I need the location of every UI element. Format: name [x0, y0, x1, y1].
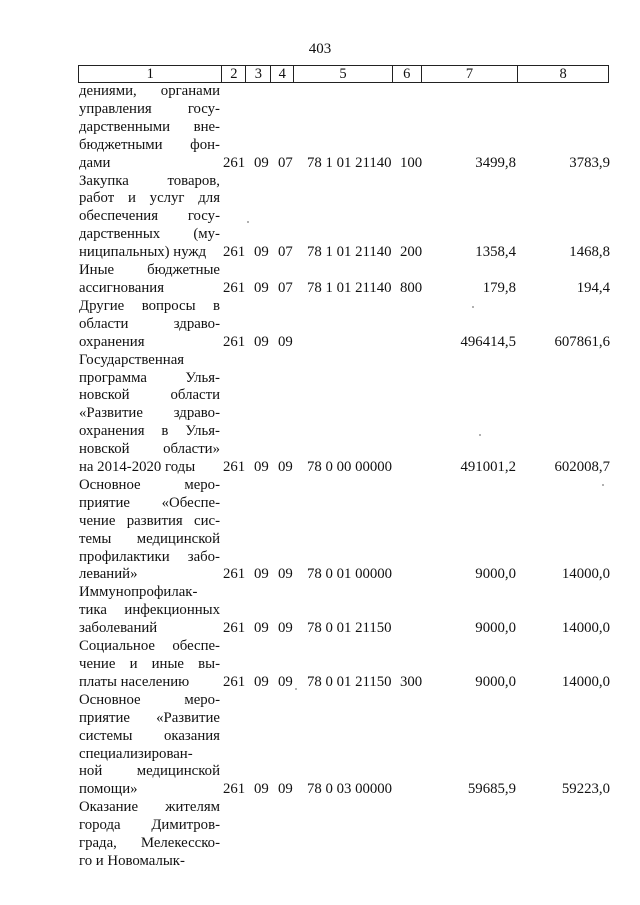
description-line: системы оказания — [79, 727, 220, 744]
cell-c4: 09 — [278, 781, 293, 798]
cell-c5: 78 1 01 21140 — [307, 244, 392, 261]
table-row — [79, 173, 610, 263]
description-line: дарственных (му- — [79, 226, 220, 243]
description-line: Основное меро- — [79, 691, 220, 708]
description-line: Иные бюджетные — [79, 262, 220, 279]
cell-c5: 78 0 03 00000 — [307, 781, 393, 798]
cell-c6: 100 — [400, 154, 423, 171]
cell-c7: 9000,0 — [475, 566, 516, 583]
scan-speck — [247, 221, 249, 223]
table-row — [79, 584, 610, 638]
cell-c4: 09 — [278, 459, 293, 476]
description-line: леваний» — [79, 566, 138, 583]
header-col-3: 3 — [246, 66, 271, 82]
row-description — [79, 83, 220, 173]
table-row — [79, 298, 610, 352]
cell-c2: 261 — [223, 781, 246, 798]
table-row — [79, 477, 610, 584]
scan-speck — [602, 484, 604, 486]
cell-c4: 09 — [278, 673, 293, 690]
cell-c7: 9000,0 — [475, 673, 516, 690]
cell-c7: 3499,8 — [475, 154, 516, 171]
table-row — [79, 638, 610, 692]
table-row — [79, 352, 610, 477]
description-line: Основное меро- — [79, 476, 220, 493]
row-description — [79, 173, 220, 263]
description-line: чение развития сис- — [79, 512, 220, 529]
row-description — [79, 584, 220, 638]
page-number: 403 — [308, 41, 332, 57]
cell-c5: 78 0 00 00000 — [307, 459, 393, 476]
description-line: специализирован- — [79, 745, 193, 762]
description-line: дами — [79, 154, 111, 171]
cell-c4: 07 — [278, 244, 293, 261]
cell-c5: 78 1 01 21140 — [307, 279, 392, 296]
cell-c3: 09 — [254, 279, 269, 296]
cell-c2: 261 — [223, 279, 246, 296]
table-header — [78, 65, 609, 83]
table-body — [79, 83, 610, 871]
description-line: града, Мелекесско- — [79, 835, 220, 852]
description-line: новской области — [79, 387, 220, 404]
description-line: охранения — [79, 333, 145, 350]
table-row — [79, 799, 610, 871]
description-line: помощи» — [79, 781, 138, 798]
description-line: Другие вопросы в — [79, 297, 220, 314]
header-col-8: 8 — [559, 66, 567, 82]
description-line: платы населению — [79, 673, 190, 690]
description-line: охранения в Улья- — [79, 423, 220, 440]
cell-c3: 09 — [254, 244, 269, 261]
cell-c8: 607861,6 — [554, 333, 610, 350]
header-col-2: 2 — [222, 66, 246, 82]
description-line: Государственная — [79, 351, 185, 368]
cell-c7: 59685,9 — [467, 781, 516, 798]
cell-c7: 1358,4 — [475, 244, 516, 261]
description-line: бюджетными фон- — [79, 136, 220, 153]
cell-c3: 09 — [254, 154, 269, 171]
cell-c6: 200 — [400, 244, 423, 261]
cell-c3: 09 — [254, 459, 269, 476]
cell-c5: 78 1 01 21140 — [307, 154, 392, 171]
table-row — [79, 262, 610, 298]
description-line: Иммунопрофилак- — [79, 584, 198, 601]
description-line: Оказание жителям — [79, 799, 220, 816]
cell-c2: 261 — [223, 566, 246, 583]
scan-speck — [479, 434, 481, 436]
description-line: Закупка товаров, — [79, 172, 220, 189]
cell-c2: 261 — [223, 673, 246, 690]
description-line: заболеваний — [79, 620, 158, 637]
cell-c8: 14000,0 — [561, 620, 610, 637]
row-description — [79, 262, 220, 298]
cell-c8: 14000,0 — [561, 566, 610, 583]
cell-c4: 09 — [278, 620, 293, 637]
description-line: работ и услуг для — [79, 190, 220, 207]
table-row — [79, 83, 610, 173]
description-line: приятие «Развитие — [79, 709, 220, 726]
cell-c8: 59223,0 — [561, 781, 610, 798]
cell-c7: 496414,5 — [460, 333, 516, 350]
cell-c3: 09 — [254, 620, 269, 637]
cell-c3: 09 — [254, 333, 269, 350]
cell-c7: 491001,2 — [460, 459, 516, 476]
table-row — [79, 692, 610, 799]
cell-c8: 3783,9 — [569, 154, 610, 171]
description-line: обеспечения госу- — [79, 208, 220, 225]
header-col-4: 4 — [271, 66, 294, 82]
description-line: ниципальных) нужд — [79, 244, 207, 261]
description-line: «Развитие здраво- — [79, 405, 220, 422]
description-line: профилактики забо- — [79, 548, 220, 565]
row-description — [79, 638, 220, 692]
row-description — [79, 352, 220, 477]
description-line: области здраво- — [79, 315, 220, 332]
cell-c8: 1468,8 — [569, 244, 610, 261]
description-line: на 2014-2020 годы — [79, 459, 196, 476]
description-line: тика инфекционных — [79, 602, 220, 619]
cell-c8: 194,4 — [576, 279, 610, 296]
header-col-1: 1 — [79, 66, 222, 82]
description-line: чение и иные вы- — [79, 656, 220, 672]
cell-c3: 09 — [254, 781, 269, 798]
description-line: новской области» — [79, 441, 220, 458]
cell-c8: 602008,7 — [554, 459, 610, 476]
cell-c4: 07 — [278, 154, 293, 171]
cell-c2: 261 — [223, 154, 246, 171]
description-line: приятие «Обеспе- — [79, 494, 220, 511]
row-description — [79, 477, 220, 584]
description-line: темы медицинской — [79, 530, 220, 547]
cell-c7: 179,8 — [482, 279, 516, 296]
description-line: ассигнования — [79, 279, 165, 296]
header-col-5: 5 — [294, 66, 393, 82]
cell-c4: 09 — [278, 333, 293, 350]
cell-c7: 9000,0 — [475, 620, 516, 637]
scan-speck — [295, 688, 297, 690]
row-description — [79, 799, 220, 871]
cell-c8: 14000,0 — [561, 673, 610, 690]
row-description — [79, 298, 220, 352]
description-line: города Димитров- — [79, 817, 220, 834]
description-line: Социальное обеспе- — [79, 638, 220, 655]
cell-c2: 261 — [223, 620, 246, 637]
cell-c5: 78 0 01 21150 — [307, 673, 392, 690]
description-line: го и Новомалык- — [79, 852, 185, 869]
cell-c2: 261 — [223, 244, 246, 261]
cell-c6: 300 — [400, 673, 423, 690]
cell-c4: 07 — [278, 279, 293, 296]
scan-speck — [472, 306, 474, 308]
description-line: программа Улья- — [79, 369, 220, 386]
description-line: дарственными вне- — [79, 118, 220, 135]
cell-c2: 261 — [223, 459, 246, 476]
cell-c6: 800 — [400, 279, 423, 296]
header-col-6: 6 — [393, 66, 422, 82]
cell-c2: 261 — [223, 333, 246, 350]
cell-c5: 78 0 01 00000 — [307, 566, 393, 583]
cell-c5: 78 0 01 21150 — [307, 620, 392, 637]
cell-c4: 09 — [278, 566, 293, 583]
row-description — [79, 692, 220, 799]
cell-c3: 09 — [254, 566, 269, 583]
description-line: ной медицинской — [79, 763, 220, 780]
description-line: управления госу- — [79, 100, 220, 117]
header-col-7: 7 — [422, 66, 519, 82]
cell-c3: 09 — [254, 673, 269, 690]
description-line: дениями, органами — [79, 83, 220, 99]
